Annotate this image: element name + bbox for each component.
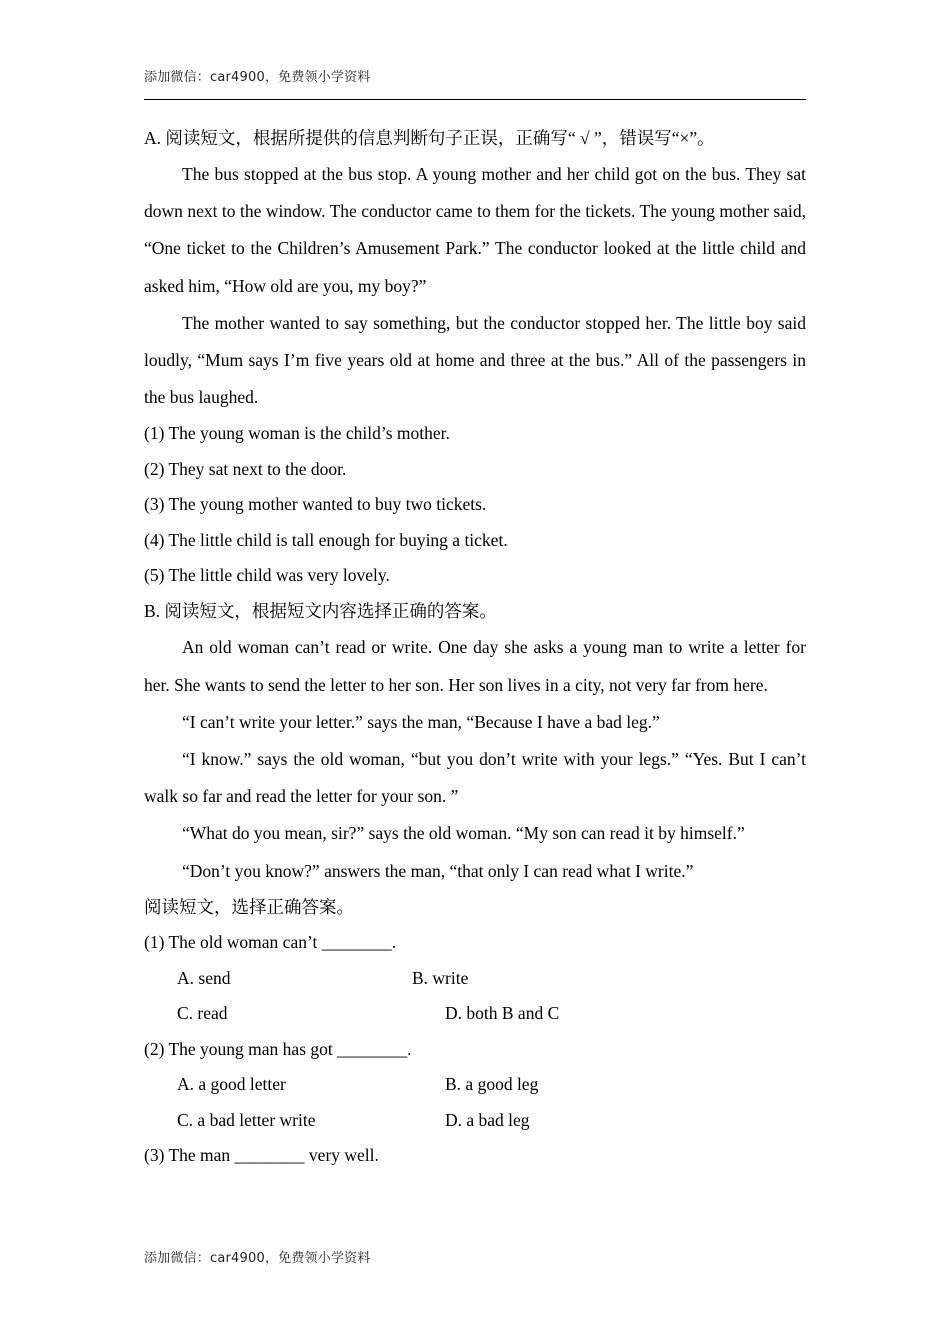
- section-a-statement: (3) The young mother wanted to buy two tickets.: [144, 494, 487, 515]
- section-a-statement: (2) They sat next to the door.: [144, 458, 347, 479]
- section-b-instruction: B. 阅读短文，根据短文内容选择正确的答案。: [144, 600, 497, 621]
- section-a-statement: (4) The little child is tall enough for buying a ticket.: [144, 529, 508, 550]
- section-b-sub-instruction: 阅读短文，选择正确答案。: [144, 896, 354, 917]
- header-divider: [144, 99, 806, 100]
- document-body: [144, 121, 806, 1174]
- section-a-paragraph: The bus stopped at the bus stop. A young mother and her child got on the bus. They sat down next to the window. The conductor came to them for the tickets. The young mother said, “One ticket to the Children’s Amusement Park.” The conductor looked at the little child and asked him, “How old are you, my boy?”: [144, 164, 806, 296]
- section-b-paragraph: “What do you mean, sir?” says the old woman. “My son can read it by himself.”: [182, 823, 745, 844]
- option-b: B. write: [412, 967, 469, 988]
- option-b: B. a good leg: [445, 1074, 539, 1095]
- question-options-row: [144, 1067, 806, 1103]
- option-d: D. both B and C: [445, 1003, 560, 1024]
- question-stem: (3) The man ________ very well.: [144, 1145, 379, 1166]
- section-a-paragraph: The mother wanted to say something, but the conductor stopped her. The little boy said loudly, “Mum says I’m five years old at home and three at the bus.” All of the passengers in the bus laughed.: [144, 312, 806, 408]
- question-options-row: [144, 996, 806, 1032]
- section-b-paragraph: An old woman can’t read or write. One day she asks a young man to write a letter for her. She wants to send the letter to her son. Her son lives in a city, not very far from here.: [144, 637, 806, 695]
- question-options-row: [144, 1103, 806, 1139]
- option-c: C. read: [177, 1003, 228, 1024]
- section-a-instruction: A. 阅读短文，根据所提供的信息判断句子正误，正确写“ √ ”，错误写“×”。: [144, 128, 715, 148]
- section-b-paragraph: “I know.” says the old woman, “but you don’t write with your legs.” “Yes. But I can’t walk so far and read the letter for your son. ”: [144, 749, 806, 807]
- section-b-paragraph: “I can’t write your letter.” says the man, “Because I have a bad leg.”: [182, 711, 660, 732]
- section-b-paragraph: “Don’t you know?” answers the man, “that only I can read what I write.”: [182, 860, 694, 881]
- page-header: 添加微信：car4900，免费领小学资料: [144, 70, 371, 85]
- page-footer: 添加微信：car4900，免费领小学资料: [144, 1251, 371, 1266]
- option-c: C. a bad letter write: [177, 1109, 316, 1130]
- option-d: D. a bad leg: [445, 1109, 530, 1130]
- section-a-statement: (5) The little child was very lovely.: [144, 565, 390, 586]
- option-a: A. a good letter: [177, 1074, 286, 1095]
- option-a: A. send: [177, 967, 231, 988]
- question-stem: (1) The old woman can’t ________.: [144, 932, 397, 953]
- section-a-statement: (1) The young woman is the child’s mother.: [144, 423, 450, 444]
- question-stem: (2) The young man has got ________.: [144, 1038, 412, 1059]
- question-options-row: [144, 961, 806, 997]
